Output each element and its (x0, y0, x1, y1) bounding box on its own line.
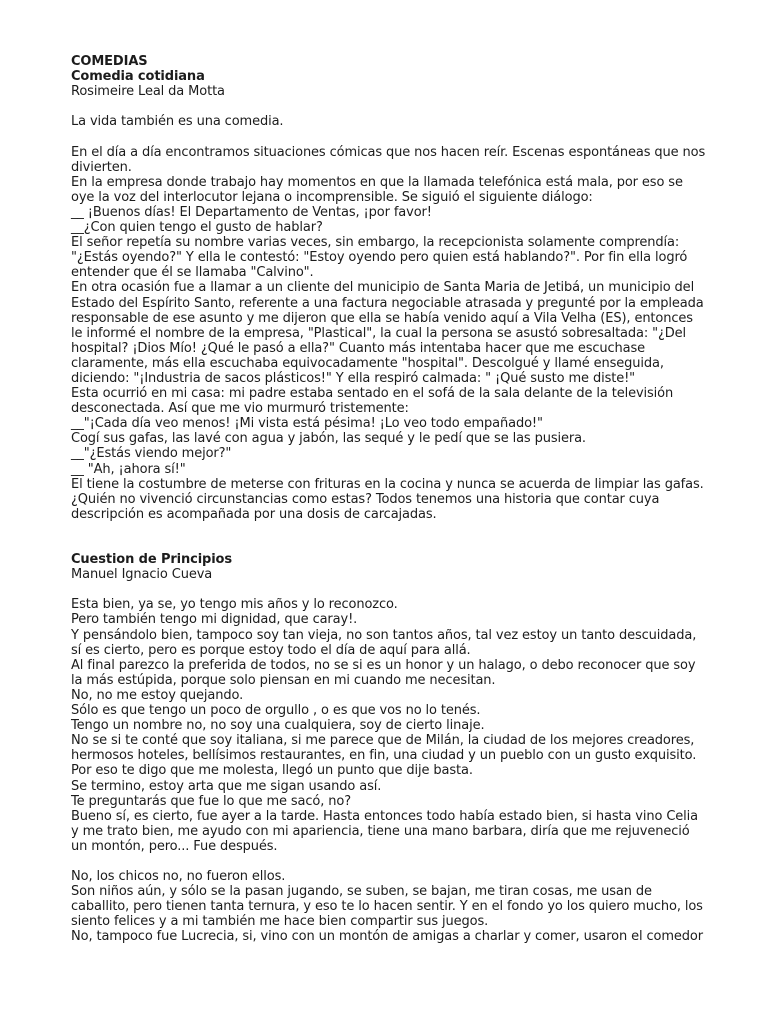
text-line: Te preguntarás que fue lo que me sacó, no? (71, 793, 352, 809)
story-body (71, 145, 751, 522)
text-line: responsable de ese asunto y me dijeron que ella se había venido aquí a Vila Velha (ES), entonces (71, 310, 693, 326)
text-line: ¿Quién no vivenció circunstancias como estas? Todos tenemos una historia que contar cuya (71, 491, 660, 507)
text-line: sí es cierto, pero es porque estoy todo el día de aquí para allá. (71, 642, 471, 658)
text-line: divierten. (71, 159, 132, 175)
text-line: diciendo: "¡Industria de sacos plásticos!" Y ella respiró calmada: " ¡Qué susto me diste!" (71, 370, 636, 386)
text-line: No, no me estoy quejando. (71, 687, 244, 703)
text-line: siento felices y a mi también me hace bien compartir sus juegos. (71, 914, 489, 930)
text-line: Esta bien, ya se, yo tengo mis años y lo reconozco. (71, 597, 398, 613)
text-line: claramente, más ella escuchaba equivocadamente "hospital". Descolgué y llamé enseguida, (71, 355, 664, 371)
text-line: __"¡Cada día veo menos! ¡Mi vista está pésima! ¡Lo veo todo empañado!" (71, 416, 543, 432)
text-line: __ ¡Buenos días! El Departamento de Ventas, ¡por favor! (71, 204, 432, 220)
story-author: Manuel Ignacio Cueva (71, 567, 213, 583)
text-line: __"¿Estás viendo mejor?" (71, 446, 232, 462)
text-line: __ "Ah, ¡ahora sí!" (71, 461, 186, 477)
story-title: Comedia cotidiana (71, 69, 205, 85)
text-line: desconectada. Así que me vio murmuró tristemente: (71, 401, 409, 417)
text-line: El tiene la costumbre de meterse con frituras en la cocina y nunca se acuerda de limpiar las gafas. (71, 476, 704, 492)
text-line: En otra ocasión fue a llamar a un cliente del municipio de Santa Maria de Jetibá, un municipio del (71, 280, 695, 296)
text-line: Son niños aún, y sólo se la pasan jugando, se suben, se bajan, me tiran cosas, me usan de (71, 884, 652, 900)
story-intro: La vida también es una comedia. (71, 114, 284, 130)
spacer (71, 582, 751, 597)
text-line: En la empresa donde trabajo hay momentos en que la llamada telefónica está mala, por eso se (71, 174, 683, 190)
spacer (71, 129, 751, 144)
story-author: Rosimeire Leal da Motta (71, 84, 225, 100)
section-kicker: COMEDIAS (71, 54, 148, 69)
spacer (71, 522, 751, 552)
text-line: No se si te conté que soy italiana, si me parece que de Milán, la ciudad de los mejores creadores, (71, 733, 695, 749)
text-line: Bueno sí, es cierto, fue ayer a la tarde. Hasta entonces todo había estado bien, si hasta vino Celia (71, 808, 699, 824)
text-line: y me trato bien, me ayudo con mi apariencia, tiene una mano barbara, diría que me rejuveneció (71, 823, 690, 839)
text-line: un montón, pero... Fue después. (71, 838, 278, 854)
text-line: la más estúpida, porque solo piensan en mi cuando me necesitan. (71, 672, 496, 688)
document-page (71, 54, 751, 945)
story-body (71, 597, 751, 854)
text-line: Por eso te digo que me molesta, llegó un punto que dije basta. (71, 763, 473, 779)
text-line: No, tampoco fue Lucrecia, si, vino con un montón de amigas a charlar y comer, usaron el comedor (71, 929, 703, 945)
story-title: Cuestion de Principios (71, 552, 232, 568)
text-line: No, los chicos no, no fueron ellos. (71, 869, 286, 885)
text-line: descripción es acompañada por una dosis de carcajadas. (71, 506, 437, 522)
text-line: Pero también tengo mi dignidad, que caray!. (71, 612, 358, 628)
text-line: entender que él se llamaba "Calvino". (71, 265, 314, 281)
text-line: Esta ocurrió en mi casa: mi padre estaba sentado en el sofá de la sala delante de la televisión (71, 386, 674, 402)
spacer (71, 99, 751, 114)
spacer (71, 854, 751, 869)
text-line: "¿Estás oyendo?" Y ella le contestó: "Estoy oyendo pero quien está hablando?". Por fin ella logró (71, 250, 688, 266)
text-line: le informé el nombre de la empresa, "Plastical", la cual la persona se asustó sobresaltada: "¿Del (71, 325, 687, 341)
story-body (71, 869, 751, 944)
text-line: Cogí sus gafas, las lavé con agua y jabón, las sequé y le pedí que se las pusiera. (71, 431, 586, 447)
text-line: Se termino, estoy arta que me sigan usando así. (71, 778, 382, 794)
text-line: En el día a día encontramos situaciones cómicas que nos hacen reír. Escenas espontáneas que nos (71, 144, 706, 160)
text-line: hermosos hoteles, bellísimos restaurantes, en fin, una ciudad y un pueblo con un gusto exquisito. (71, 748, 697, 764)
text-line: El señor repetía su nombre varias veces, sin embargo, la recepcionista solamente comprendía: (71, 235, 680, 251)
text-line: __¿Con quien tengo el gusto de hablar? (71, 220, 323, 236)
text-line: Sólo es que tengo un poco de orgullo , o es que vos no lo tenés. (71, 703, 481, 719)
text-line: Al final parezco la preferida de todos, no se si es un honor y un halago, o debo reconocer que soy (71, 657, 696, 673)
text-line: caballito, pero tienen tanta ternura, y eso te lo hacen sentir. Y en el fondo yo los quiero mucho, los (71, 899, 703, 915)
text-line: Estado del Espírito Santo, referente a una factura negociable atrasada y pregunté por la empleada (71, 295, 704, 311)
text-line: Y pensándolo bien, tampoco soy tan vieja, no son tantos años, tal vez estoy un tanto descuidada, (71, 627, 697, 643)
text-line: hospital? ¡Dios Mío! ¿Qué le pasó a ella?" Cuanto más intentaba hacer que me escuchase (71, 340, 646, 356)
text-line: Tengo un nombre no, no soy una cualquiera, soy de cierto linaje. (71, 718, 485, 734)
text-line: oye la voz del interlocutor lejana o incomprensible. Se siguió el siguiente diálogo: (71, 189, 593, 205)
